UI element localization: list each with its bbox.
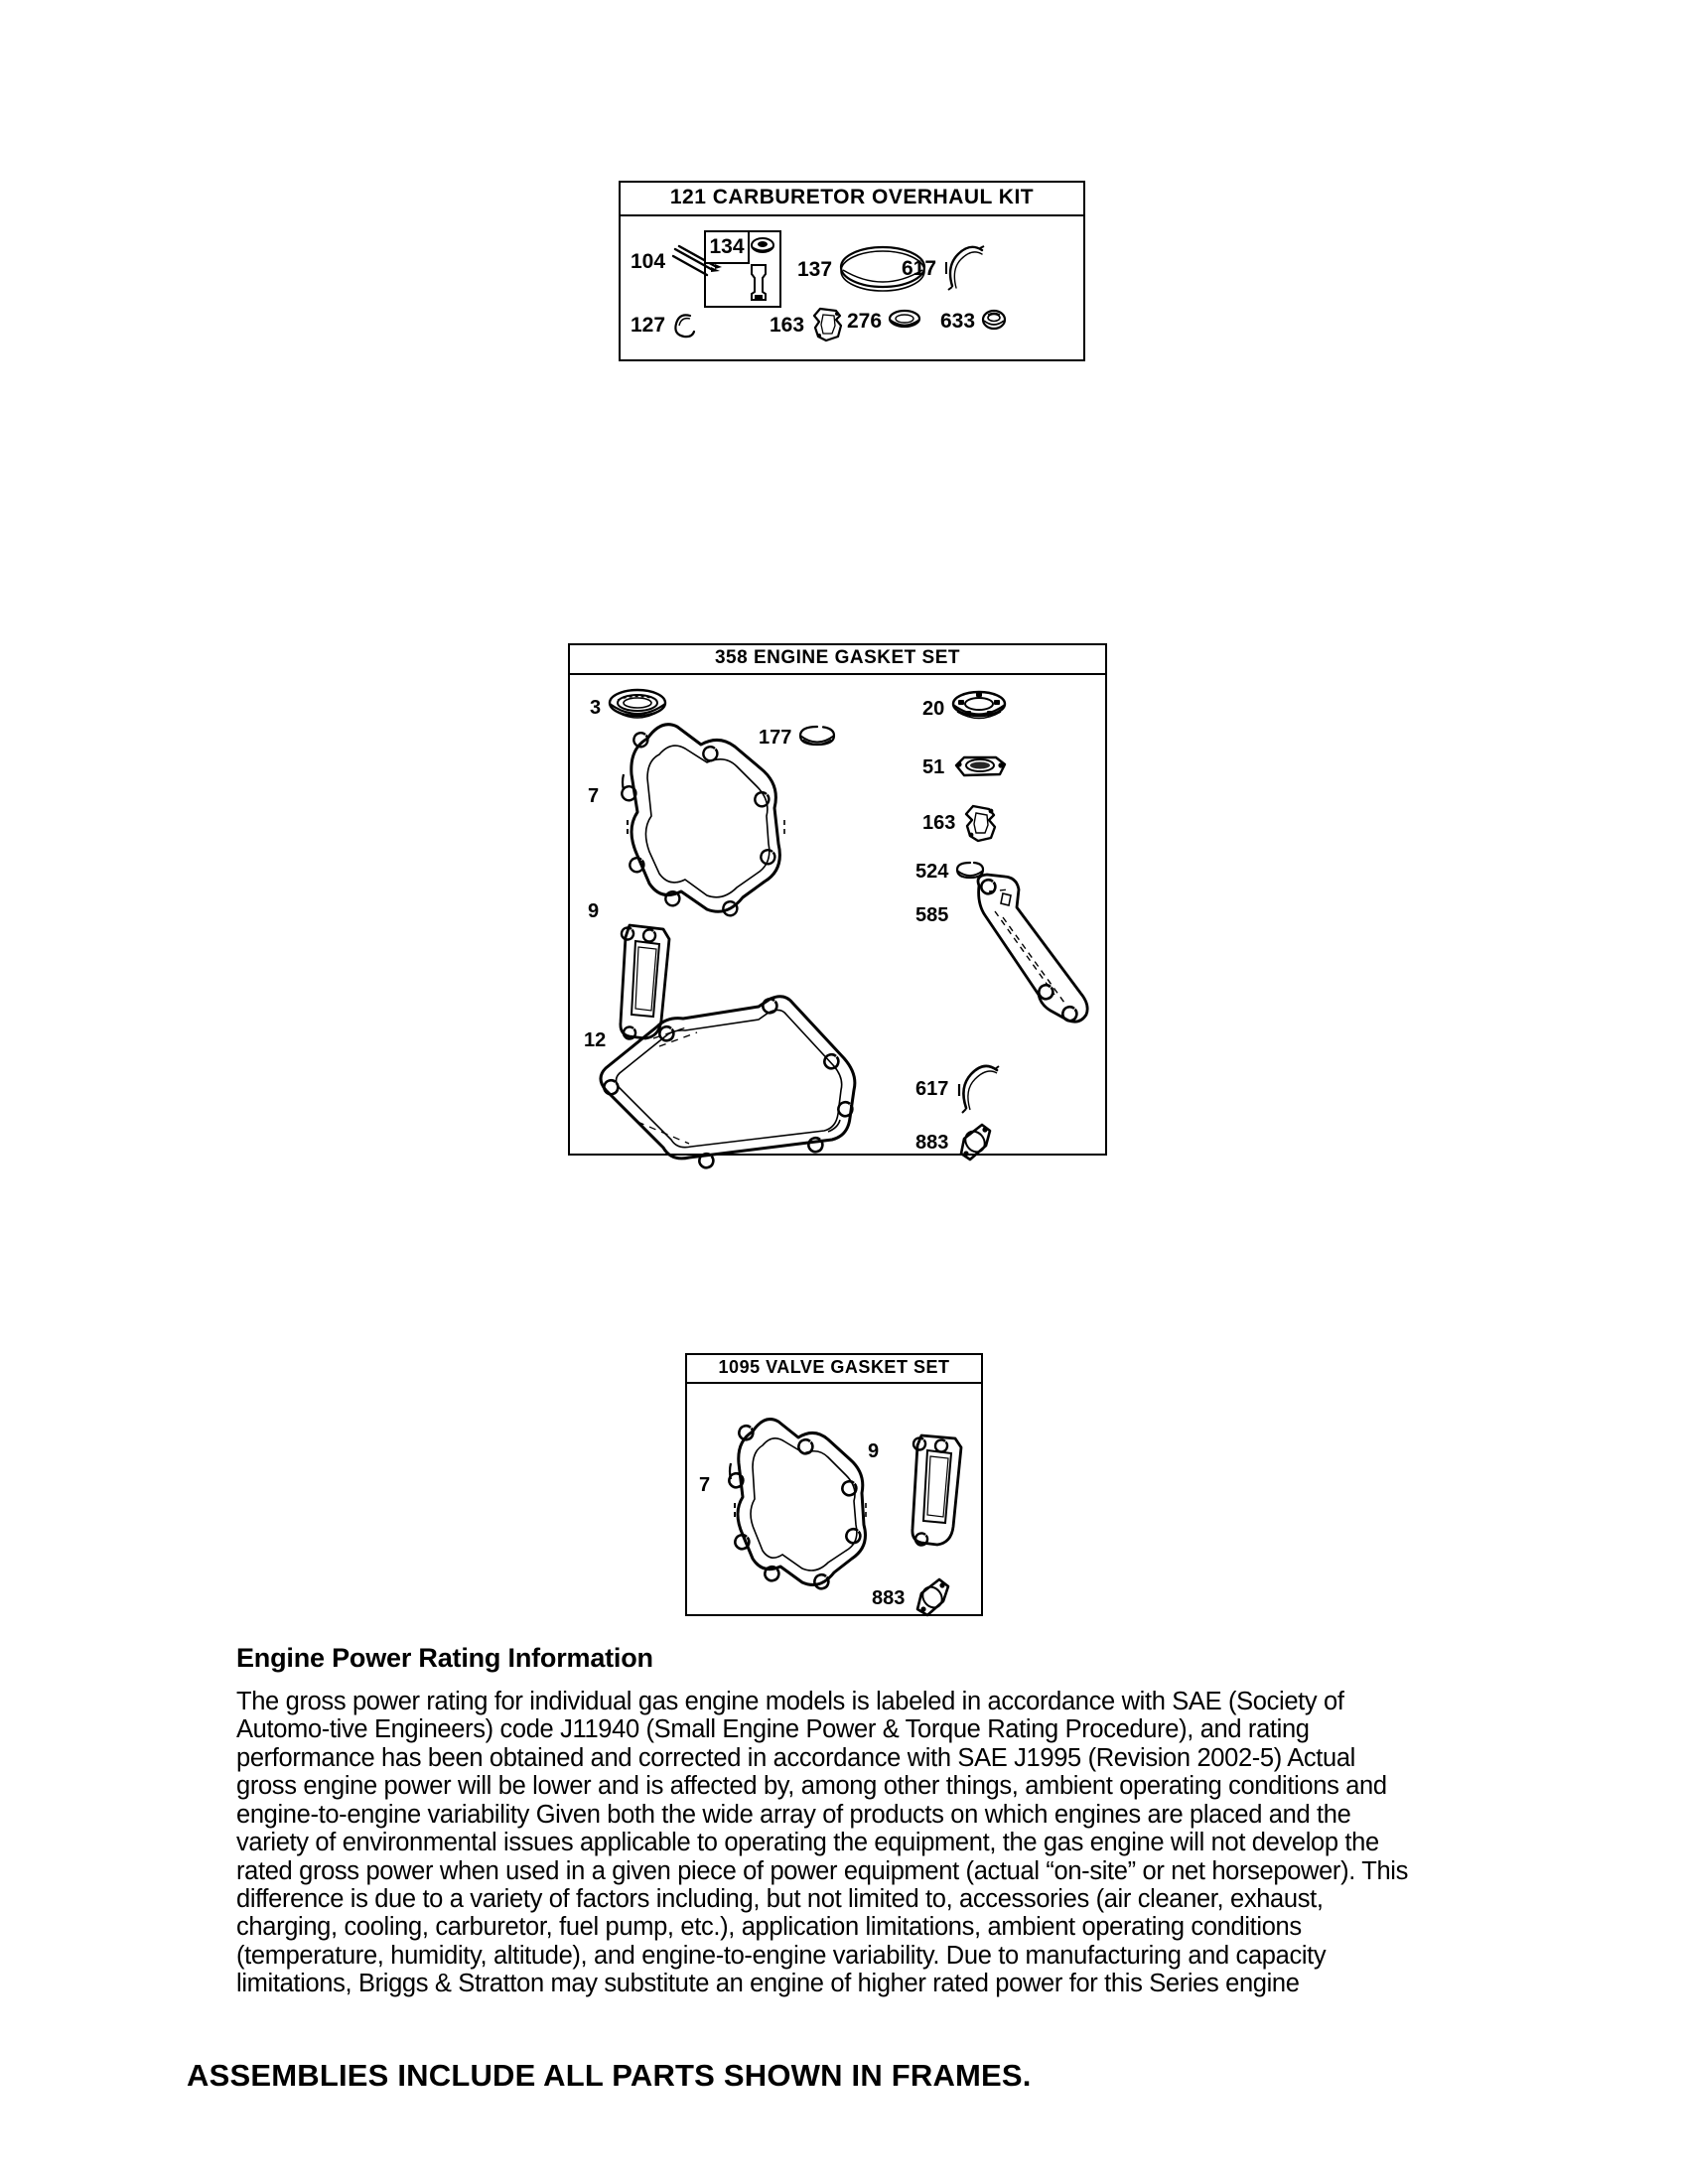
round-seal-icon xyxy=(888,308,921,334)
frame-body-engine-gasket-set xyxy=(570,675,1105,1156)
part-callout-883 xyxy=(915,1122,996,1163)
part-callout-163 xyxy=(770,306,846,343)
frame-body-valve-gasket-set xyxy=(687,1384,981,1616)
small-clip-icon xyxy=(671,310,699,340)
power-rating-heading: Engine Power Rating Information xyxy=(236,1643,653,1673)
part-callout-617 xyxy=(915,1060,1000,1118)
part-ref-633: 633 xyxy=(940,309,976,333)
part-ref-276: 276 xyxy=(847,309,883,333)
part-ref-9: 9 xyxy=(868,1440,880,1462)
frame-title-valve-gasket-set: 1095 VALVE GASKET SET xyxy=(687,1355,981,1384)
bearing-seal-icon xyxy=(950,689,1008,729)
part-ref-137: 137 xyxy=(797,257,833,281)
part-callout-276 xyxy=(847,308,921,334)
part-ref-585: 585 xyxy=(915,904,949,926)
part-callout-51 xyxy=(922,752,1010,782)
part-callout-9 xyxy=(868,1441,879,1461)
crankcase-gasket-icon xyxy=(594,993,902,1167)
jet-screw-icon xyxy=(750,236,775,258)
inset-label-134: 134 xyxy=(704,230,750,264)
cylinder-head-gasket-icon xyxy=(616,713,804,941)
part-ref-524: 524 xyxy=(915,861,949,883)
part-callout-20 xyxy=(922,689,1008,729)
frame-title-carburetor-overhaul-kit: 121 CARBURETOR OVERHAUL KIT xyxy=(621,183,1083,216)
part-callout-633 xyxy=(940,308,1007,334)
part-callout-127 xyxy=(631,310,699,340)
valve-cover-gasket-icon xyxy=(908,1432,969,1551)
part-ref-177: 177 xyxy=(759,727,792,749)
exhaust-gasket-icon xyxy=(954,1122,996,1163)
engine-power-rating-section xyxy=(236,1643,1413,1998)
carb-gasket-icon xyxy=(810,306,846,343)
part-ref-127: 127 xyxy=(631,313,666,337)
part-callout-585 xyxy=(915,905,948,925)
frame-title-engine-gasket-set: 358 ENGINE GASKET SET xyxy=(570,645,1105,675)
frame-body-carburetor-overhaul-kit xyxy=(621,216,1083,361)
part-ref-3: 3 xyxy=(590,697,602,719)
part-ref-883: 883 xyxy=(915,1132,949,1154)
carb-gasket-icon xyxy=(961,802,1001,844)
part-ref-7: 7 xyxy=(588,785,600,807)
part-callout-617 xyxy=(902,240,988,296)
frame-engine-gasket-set xyxy=(568,643,1107,1156)
part-ref-12: 12 xyxy=(584,1029,607,1051)
power-rating-body: The gross power rating for individual gas engine models is labeled in accordance with SAE (Society of Automo-tive Engineers) code J11940 (Small Engine Power & Torque Rating Procedure), and rating performance has been obtained and corrected in accordance with SAE J1995 (Revision 2002-5) Actual gross engine power will be lower and is affected by, among other things, ambient operating conditions and engine-to-engine variability Given both the wide array of products on which engines are placed and the variety of environmental issues applicable to operating the equipment, the gas engine will not develop the rated gross power when used in a given piece of power equipment (actual “on-site” or net horsepower). This difference is due to a variety of factors including, but not limited to, accessories (air cleaner, exhaust, charging, cooling, carburetor, fuel pump, etc.), application limitations, ambient operating conditions (temperature, humidity, altitude), and engine-to-engine variability. Due to manufacturing and capacity limitations, Briggs & Stratton may substitute an engine of higher rated power for this Series engine xyxy=(236,1688,1408,1998)
part-ref-883: 883 xyxy=(872,1587,906,1609)
exhaust-gasket-icon xyxy=(911,1576,954,1620)
seal-ring-split-icon xyxy=(954,1060,1000,1118)
part-callout-163 xyxy=(922,802,1001,844)
part-ref-617: 617 xyxy=(915,1078,949,1100)
part-ref-617: 617 xyxy=(902,256,937,280)
cylinder-head-gasket-icon xyxy=(725,1410,884,1608)
inset-box-134 xyxy=(704,230,781,308)
part-ref-163: 163 xyxy=(922,812,956,834)
part-callout-9 xyxy=(588,901,599,921)
intake-gasket-icon xyxy=(950,752,1010,782)
frame-valve-gasket-set xyxy=(685,1353,983,1616)
part-callout-7 xyxy=(588,786,599,806)
frame-carburetor-overhaul-kit xyxy=(619,181,1085,361)
assemblies-footer-note: ASSEMBLIES INCLUDE ALL PARTS SHOWN IN FRAMES. xyxy=(187,2058,1032,2093)
part-ref-9: 9 xyxy=(588,900,600,922)
seal-ring-split-icon xyxy=(942,240,988,296)
part-callout-7 xyxy=(699,1475,710,1495)
part-ref-51: 51 xyxy=(922,756,945,778)
part-ref-7: 7 xyxy=(699,1474,711,1496)
part-ref-104: 104 xyxy=(631,249,666,273)
nozzle-icon xyxy=(748,262,770,304)
plug-washer-icon xyxy=(981,308,1007,334)
part-callout-883 xyxy=(872,1576,954,1620)
intake-manifold-gasket-icon xyxy=(969,872,1104,1030)
part-ref-20: 20 xyxy=(922,698,945,720)
part-ref-163: 163 xyxy=(770,313,805,337)
